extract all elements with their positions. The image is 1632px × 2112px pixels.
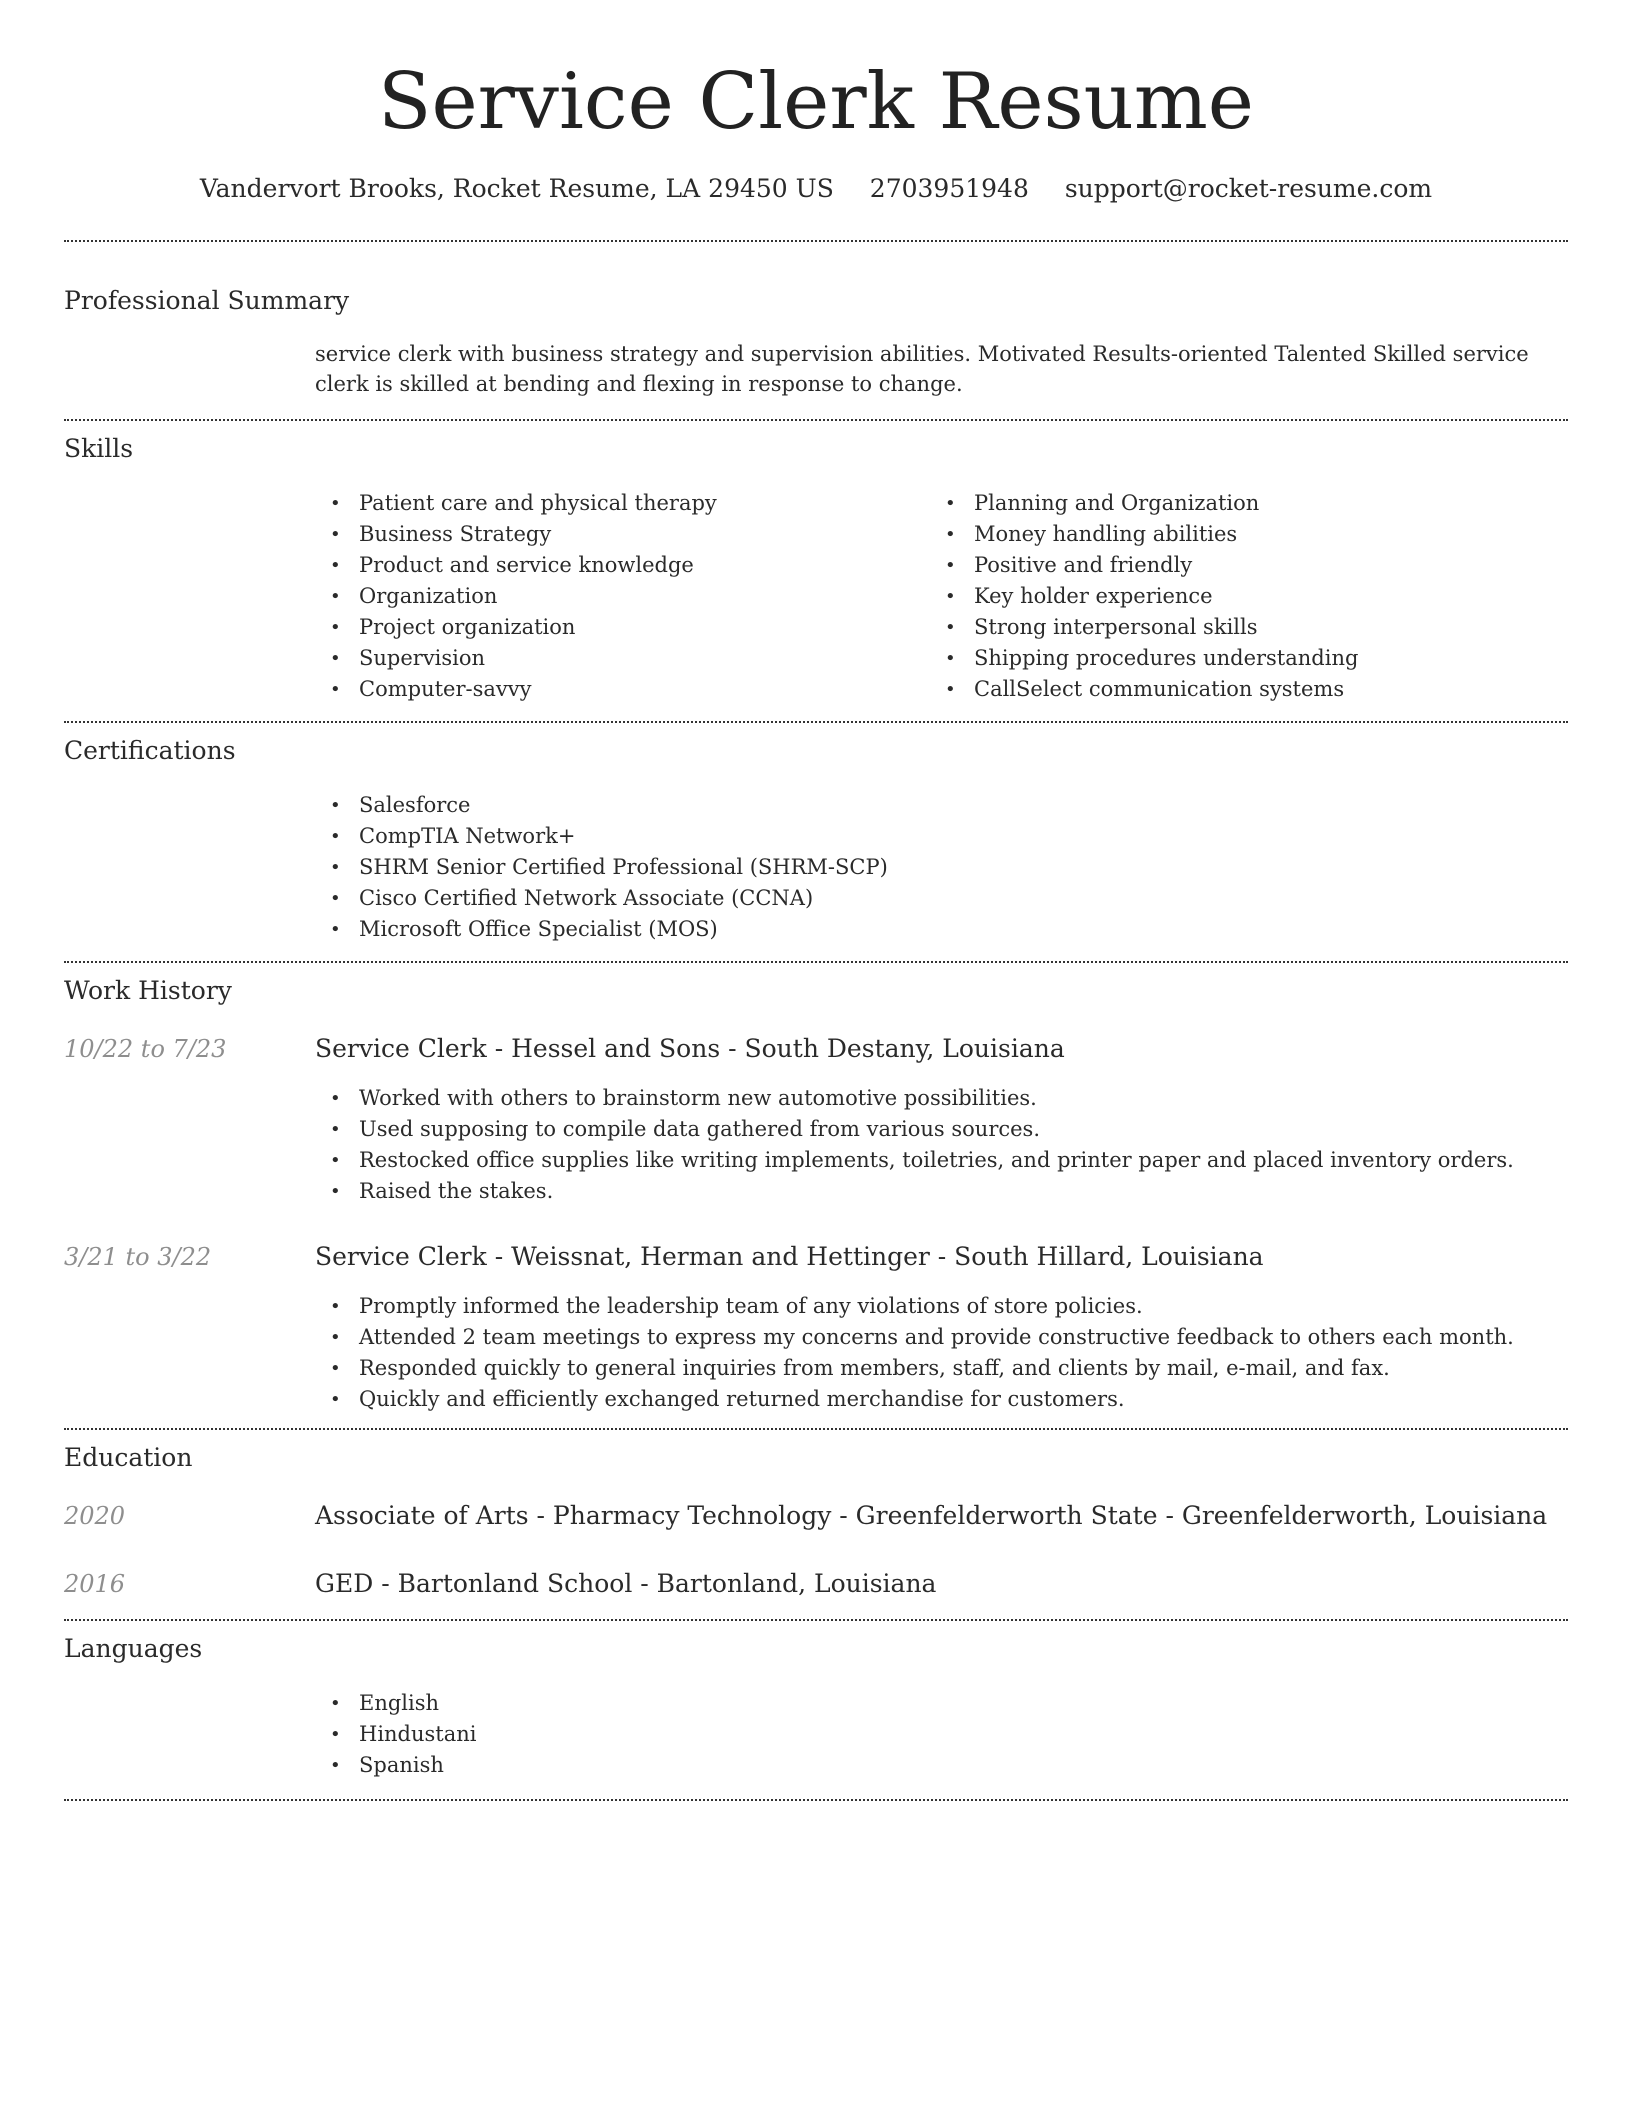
resume-page (64, 0, 1568, 2112)
skills-list-right (930, 488, 1568, 705)
list-item: • Money handling abilities (930, 519, 1568, 550)
list-item: • Computer-savvy (315, 674, 915, 705)
list-item: • Cisco Certified Network Associate (CCNA) (315, 883, 1568, 914)
education-year: 2020 (64, 1502, 126, 1530)
list-item: • Key holder experience (930, 581, 1568, 612)
skills-list-left (315, 488, 915, 705)
list-item: • Product and service knowledge (315, 550, 915, 581)
section-title-skills: Skills (64, 434, 134, 463)
section-title-work: Work History (64, 976, 232, 1005)
resume-title: Service Clerk Resume (378, 57, 1254, 147)
list-item: • Supervision (315, 643, 915, 674)
languages-list (315, 1688, 1568, 1781)
list-item: • Microsoft Office Specialist (MOS) (315, 914, 1568, 945)
list-item: • Shipping procedures understanding (930, 643, 1568, 674)
list-item: • Strong interpersonal skills (930, 612, 1568, 643)
list-item: • Attended 2 team meetings to express my concerns and provide constructive feedback to others each month. (315, 1322, 1568, 1353)
education-title: Associate of Arts - Pharmacy Technology - Greenfelderworth State - Greenfelderworth, Louisiana (315, 1501, 1548, 1530)
divider (64, 1799, 1568, 1801)
list-item: • Patient care and physical therapy (315, 488, 915, 519)
list-item: • Restocked office supplies like writing implements, toiletries, and printer paper and placed inventory orders. (315, 1145, 1568, 1176)
list-item: • Positive and friendly (930, 550, 1568, 581)
list-item: • Project organization (315, 612, 915, 643)
job-bullets (315, 1083, 1568, 1207)
summary-text: service clerk with business strategy and supervision abilities. Motivated Results-oriented Talented Skilled service clerk is skilled at bending and flexing in response to change. (315, 342, 1529, 396)
contact-email: support@rocket-resume.com (1064, 174, 1433, 203)
divider (64, 419, 1568, 421)
divider (64, 961, 1568, 963)
divider (64, 240, 1568, 242)
list-item: • Worked with others to brainstorm new automotive possibilities. (315, 1083, 1568, 1114)
job-title: Service Clerk - Weissnat, Herman and Hettinger - South Hillard, Louisiana (315, 1242, 1264, 1271)
list-item: • Business Strategy (315, 519, 915, 550)
job-dates: 10/22 to 7/23 (64, 1035, 227, 1063)
contact-address: Vandervort Brooks, Rocket Resume, LA 29450 US (199, 174, 834, 203)
list-item: • Promptly informed the leadership team of any violations of store policies. (315, 1291, 1568, 1322)
list-item: • English (315, 1688, 1568, 1719)
job-dates: 3/21 to 3/22 (64, 1243, 212, 1271)
contact-line (64, 171, 1568, 207)
job-bullets (315, 1291, 1568, 1415)
certifications-list (315, 790, 1568, 945)
list-item: • CompTIA Network+ (315, 821, 1568, 852)
list-item: • Salesforce (315, 790, 1568, 821)
list-item: • Responded quickly to general inquiries from members, staff, and clients by mail, e-mail, and fax. (315, 1353, 1568, 1384)
divider (64, 1428, 1568, 1430)
divider (64, 1619, 1568, 1621)
education-title: GED - Bartonland School - Bartonland, Louisiana (315, 1569, 937, 1598)
list-item: • Quickly and efficiently exchanged returned merchandise for customers. (315, 1384, 1568, 1415)
list-item: • Planning and Organization (930, 488, 1568, 519)
list-item: • Spanish (315, 1750, 1568, 1781)
section-title-education: Education (64, 1443, 193, 1472)
section-title-summary: Professional Summary (64, 286, 350, 315)
list-item: • Used supposing to compile data gathered from various sources. (315, 1114, 1568, 1145)
list-item: • Organization (315, 581, 915, 612)
job-title: Service Clerk - Hessel and Sons - South Destany, Louisiana (315, 1034, 1065, 1063)
list-item: • SHRM Senior Certified Professional (SHRM-SCP) (315, 852, 1568, 883)
divider (64, 721, 1568, 723)
section-title-languages: Languages (64, 1634, 203, 1663)
list-item: • CallSelect communication systems (930, 674, 1568, 705)
contact-phone: 2703951948 (869, 174, 1029, 203)
education-year: 2016 (64, 1570, 126, 1598)
list-item: • Raised the stakes. (315, 1176, 1568, 1207)
list-item: • Hindustani (315, 1719, 1568, 1750)
section-title-certifications: Certifications (64, 736, 236, 765)
